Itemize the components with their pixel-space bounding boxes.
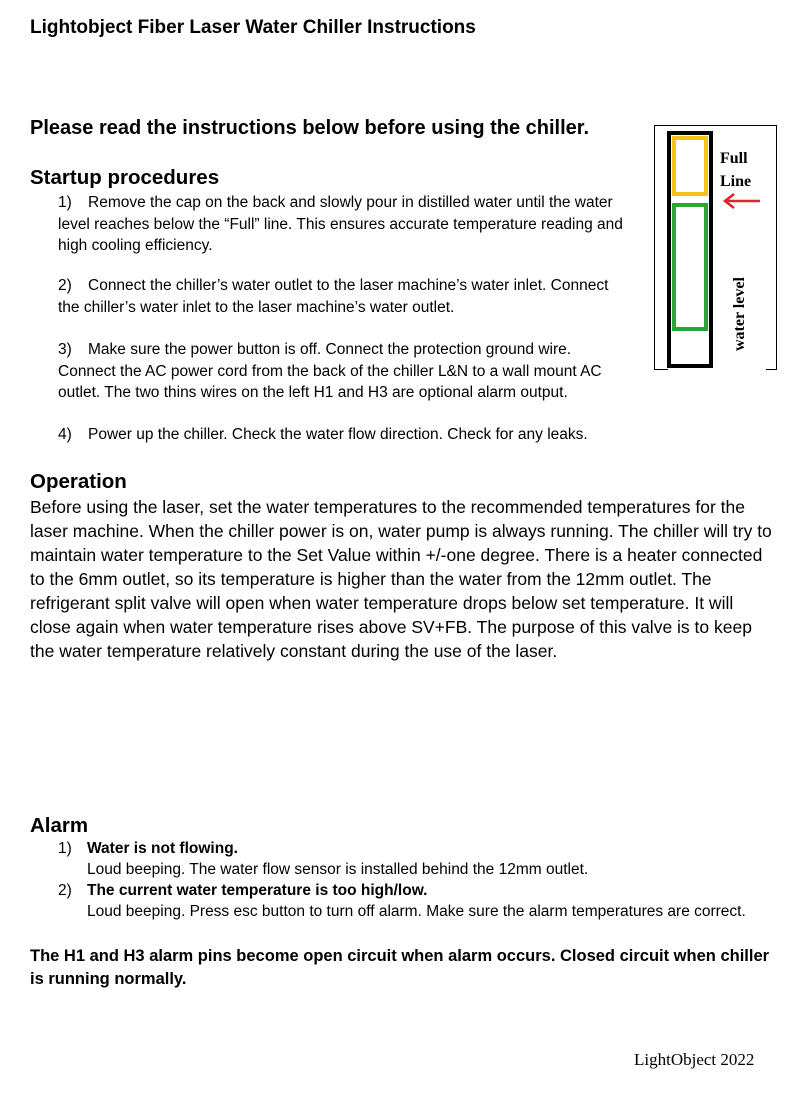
step-text-rest: level reaches below the “Full” line. This ensures accurate temperature reading and high cooling efficiency. (58, 215, 623, 254)
step-text-first: Remove the cap on the back and slowly pour in distilled water until the water (88, 194, 613, 211)
step-text-rest: the chiller’s water inlet to the laser machine’s water outlet. (58, 298, 455, 316)
alarm-title: The current water temperature is too high/low. (87, 882, 428, 899)
alarm-number: 2) (58, 882, 72, 899)
step-number: 2) (58, 277, 72, 294)
step-number: 1) (58, 194, 72, 211)
full-zone-indicator (672, 136, 708, 196)
step-number: 4) (58, 426, 72, 443)
alarm-desc: Loud beeping. Press esc button to turn off alarm. Make sure the alarm temperatures are correct. (87, 903, 746, 920)
alarm-heading: Alarm (30, 814, 89, 837)
startup-step-1 (58, 192, 643, 257)
step-text-rest: Connect the AC power cord from the back of the chiller L&N to a wall mount AC outlet. The two thins wires on the left H1 and H3 are optional alarm output. (58, 362, 602, 401)
arrow-left-icon (722, 193, 762, 209)
startup-step-2 (58, 275, 643, 318)
water-level-diagram (654, 125, 778, 371)
step-text-first: Power up the chiller. Check the water flow direction. Check for any leaks. (88, 426, 588, 443)
footer-text: LightObject 2022 (634, 1050, 755, 1069)
alarm-number: 1) (58, 840, 72, 857)
alarm-item-1 (58, 838, 588, 880)
alarm-title: Water is not flowing. (87, 840, 238, 857)
step-text-first: Make sure the power button is off. Connect the protection ground wire. (88, 341, 572, 358)
startup-step-4 (58, 424, 643, 446)
water-level-indicator (672, 203, 708, 331)
alarm-desc: Loud beeping. The water flow sensor is installed behind the 12mm outlet. (87, 861, 589, 878)
alarm-pin-note: The H1 and H3 alarm pins become open circuit when alarm occurs. Closed circuit when chiller is running normally. (30, 947, 770, 988)
step-text-first: Connect the chiller’s water outlet to the laser machine’s water inlet. Connect (88, 277, 609, 294)
full-line-label: Full Line (720, 150, 752, 190)
step-number: 3) (58, 341, 72, 358)
water-level-label: water level (731, 277, 748, 351)
startup-heading: Startup procedures (30, 166, 220, 189)
operation-body: Before using the laser, set the water temperatures to the recommended temperatures for the laser machine. When the chiller power is on, water pump is always running. The chiller will try to maintain water temperature to the Set Value within +/-one degree. There is a heater connected to the 6mm outlet, so its temperature is higher than the water from the 12mm outlet. The refrigerant split valve will open when water temperature drops below set temperature. It will close again when water temperature rises above SV+FB. The purpose of this valve is to keep the water temperature relatively constant during the use of the laser. (30, 497, 772, 661)
operation-heading: Operation (30, 470, 127, 493)
document-title: Lightobject Fiber Laser Water Chiller Instructions (30, 17, 476, 38)
intro-heading: Please read the instructions below before using the chiller. (30, 117, 590, 139)
alarm-item-2 (58, 880, 746, 922)
startup-step-3 (58, 339, 643, 404)
